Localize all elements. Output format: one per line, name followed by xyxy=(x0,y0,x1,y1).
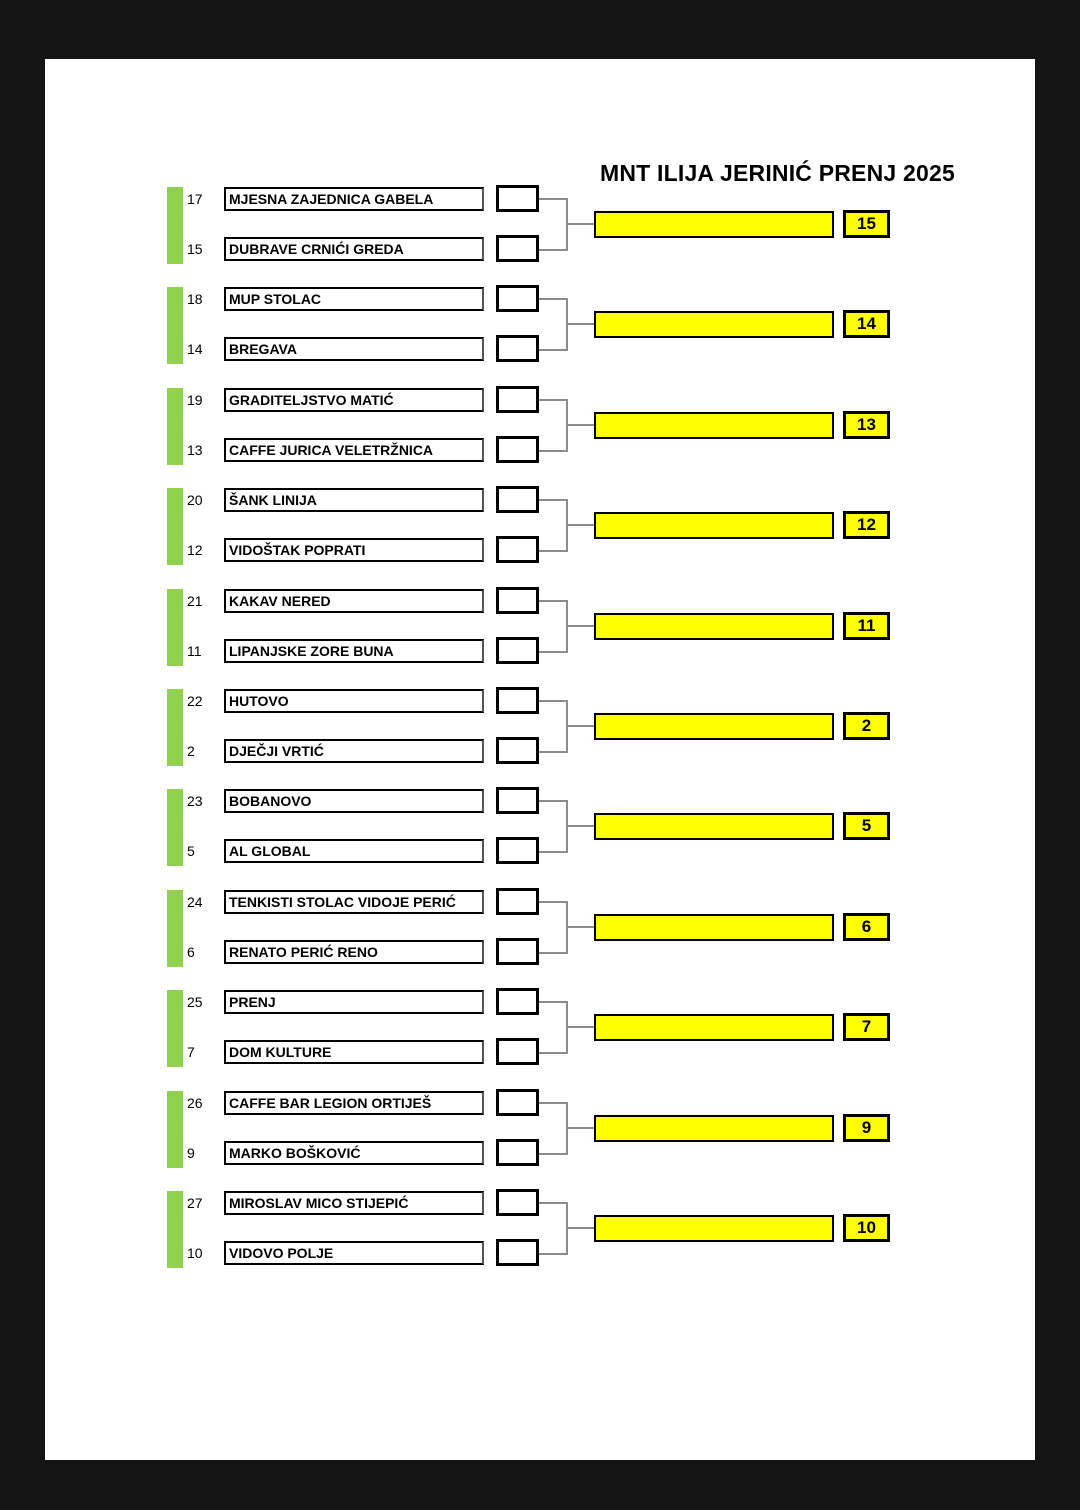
match xyxy=(0,689,1080,769)
seed-bar xyxy=(167,1191,183,1268)
top-score-box[interactable] xyxy=(496,285,539,312)
bottom-score-box[interactable] xyxy=(496,637,539,664)
winner-slot[interactable] xyxy=(594,813,834,840)
connector-top xyxy=(539,399,567,401)
bottom-score-box[interactable] xyxy=(496,436,539,463)
connector-mid xyxy=(566,825,594,827)
top-seed-number: 23 xyxy=(187,793,203,809)
top-team-name: GRADITELJSTVO MATIĆ xyxy=(224,388,484,412)
top-score-box[interactable] xyxy=(496,486,539,513)
bottom-seed-number: 12 xyxy=(187,542,203,558)
connector-top xyxy=(539,1202,567,1204)
top-team-name: TENKISTI STOLAC VIDOJE PERIĆ xyxy=(224,890,484,914)
top-team-name: MJESNA ZAJEDNICA GABELA xyxy=(224,187,484,211)
winner-seed-box: 2 xyxy=(843,712,890,740)
connector-bottom xyxy=(539,1153,567,1155)
connector-bottom xyxy=(539,550,567,552)
bottom-seed-number: 5 xyxy=(187,843,195,859)
bottom-score-box[interactable] xyxy=(496,235,539,262)
bottom-score-box[interactable] xyxy=(496,1239,539,1266)
connector-mid xyxy=(566,1127,594,1129)
match xyxy=(0,589,1080,669)
bottom-score-box[interactable] xyxy=(496,837,539,864)
bottom-team-name: MARKO BOŠKOVIĆ xyxy=(224,1141,484,1165)
winner-seed-box: 13 xyxy=(843,411,890,439)
connector-top xyxy=(539,198,567,200)
top-seed-number: 22 xyxy=(187,693,203,709)
winner-seed-box: 5 xyxy=(843,812,890,840)
winner-slot[interactable] xyxy=(594,311,834,338)
top-score-box[interactable] xyxy=(496,587,539,614)
match xyxy=(0,187,1080,267)
top-score-box[interactable] xyxy=(496,687,539,714)
seed-bar xyxy=(167,689,183,766)
match xyxy=(0,990,1080,1070)
top-score-box[interactable] xyxy=(496,888,539,915)
bottom-score-box[interactable] xyxy=(496,737,539,764)
top-team-name: KAKAV NERED xyxy=(224,589,484,613)
connector-mid xyxy=(566,926,594,928)
connector-bottom xyxy=(539,851,567,853)
bottom-seed-number: 15 xyxy=(187,241,203,257)
top-score-box[interactable] xyxy=(496,185,539,212)
winner-seed-box: 15 xyxy=(843,210,890,238)
bottom-team-name: DOM KULTURE xyxy=(224,1040,484,1064)
winner-slot[interactable] xyxy=(594,914,834,941)
winner-seed-box: 9 xyxy=(843,1114,890,1142)
top-score-box[interactable] xyxy=(496,386,539,413)
connector-top xyxy=(539,700,567,702)
winner-slot[interactable] xyxy=(594,1215,834,1242)
top-score-box[interactable] xyxy=(496,988,539,1015)
connector-bottom xyxy=(539,751,567,753)
connector-bottom xyxy=(539,651,567,653)
top-seed-number: 17 xyxy=(187,191,203,207)
match xyxy=(0,789,1080,869)
winner-slot[interactable] xyxy=(594,412,834,439)
connector-top xyxy=(539,901,567,903)
match xyxy=(0,488,1080,568)
bottom-team-name: LIPANJSKE ZORE BUNA xyxy=(224,639,484,663)
bottom-team-name: VIDOŠTAK POPRATI xyxy=(224,538,484,562)
connector-top xyxy=(539,800,567,802)
top-team-name: PRENJ xyxy=(224,990,484,1014)
top-score-box[interactable] xyxy=(496,787,539,814)
winner-slot[interactable] xyxy=(594,613,834,640)
winner-seed-box: 14 xyxy=(843,310,890,338)
winner-slot[interactable] xyxy=(594,713,834,740)
winner-seed-box: 12 xyxy=(843,511,890,539)
connector-mid xyxy=(566,524,594,526)
connector-bottom xyxy=(539,1253,567,1255)
connector-top xyxy=(539,1102,567,1104)
bottom-team-name: DUBRAVE CRNIĆI GREDA xyxy=(224,237,484,261)
connector-top xyxy=(539,600,567,602)
connector-top xyxy=(539,499,567,501)
match xyxy=(0,388,1080,468)
top-seed-number: 26 xyxy=(187,1095,203,1111)
connector-bottom xyxy=(539,450,567,452)
bottom-score-box[interactable] xyxy=(496,335,539,362)
bottom-score-box[interactable] xyxy=(496,938,539,965)
winner-slot[interactable] xyxy=(594,211,834,238)
connector-mid xyxy=(566,625,594,627)
bottom-team-name: BREGAVA xyxy=(224,337,484,361)
winner-slot[interactable] xyxy=(594,1115,834,1142)
connector-mid xyxy=(566,223,594,225)
winner-slot[interactable] xyxy=(594,1014,834,1041)
tournament-title: MNT ILIJA JERINIĆ PRENJ 2025 xyxy=(600,160,955,186)
seed-bar xyxy=(167,589,183,666)
top-score-box[interactable] xyxy=(496,1089,539,1116)
connector-mid xyxy=(566,1026,594,1028)
bottom-seed-number: 11 xyxy=(187,643,202,659)
bottom-team-name: DJEČJI VRTIĆ xyxy=(224,739,484,763)
bottom-seed-number: 10 xyxy=(187,1245,203,1261)
top-seed-number: 24 xyxy=(187,894,203,910)
top-team-name: CAFFE BAR LEGION ORTIJEŠ xyxy=(224,1091,484,1115)
bottom-score-box[interactable] xyxy=(496,1139,539,1166)
winner-seed-box: 11 xyxy=(843,612,890,640)
top-seed-number: 27 xyxy=(187,1195,203,1211)
top-team-name: ŠANK LINIJA xyxy=(224,488,484,512)
winner-slot[interactable] xyxy=(594,512,834,539)
connector-top xyxy=(539,298,567,300)
seed-bar xyxy=(167,789,183,866)
top-seed-number: 21 xyxy=(187,593,203,609)
top-team-name: MIROSLAV MICO STIJEPIĆ xyxy=(224,1191,484,1215)
bottom-team-name: RENATO PERIĆ RENO xyxy=(224,940,484,964)
connector-top xyxy=(539,1001,567,1003)
connector-bottom xyxy=(539,349,567,351)
bottom-seed-number: 14 xyxy=(187,341,203,357)
top-score-box[interactable] xyxy=(496,1189,539,1216)
seed-bar xyxy=(167,890,183,967)
bottom-team-name: VIDOVO POLJE xyxy=(224,1241,484,1265)
match xyxy=(0,287,1080,367)
seed-bar xyxy=(167,388,183,465)
seed-bar xyxy=(167,187,183,264)
seed-bar xyxy=(167,287,183,364)
bottom-score-box[interactable] xyxy=(496,536,539,563)
connector-bottom xyxy=(539,1052,567,1054)
top-team-name: HUTOVO xyxy=(224,689,484,713)
connector-mid xyxy=(566,424,594,426)
top-team-name: MUP STOLAC xyxy=(224,287,484,311)
bottom-seed-number: 9 xyxy=(187,1145,195,1161)
top-seed-number: 25 xyxy=(187,994,203,1010)
top-seed-number: 18 xyxy=(187,291,203,307)
bottom-team-name: AL GLOBAL xyxy=(224,839,484,863)
bottom-team-name: CAFFE JURICA VELETRŽNICA xyxy=(224,438,484,462)
match xyxy=(0,890,1080,970)
connector-mid xyxy=(566,725,594,727)
seed-bar xyxy=(167,488,183,565)
bottom-seed-number: 2 xyxy=(187,743,195,759)
winner-seed-box: 7 xyxy=(843,1013,890,1041)
bottom-seed-number: 13 xyxy=(187,442,203,458)
connector-mid xyxy=(566,323,594,325)
connector-mid xyxy=(566,1227,594,1229)
winner-seed-box: 10 xyxy=(843,1214,890,1242)
bottom-seed-number: 6 xyxy=(187,944,195,960)
seed-bar xyxy=(167,1091,183,1168)
match xyxy=(0,1091,1080,1171)
top-seed-number: 19 xyxy=(187,392,203,408)
top-seed-number: 20 xyxy=(187,492,203,508)
connector-bottom xyxy=(539,249,567,251)
seed-bar xyxy=(167,990,183,1067)
bottom-score-box[interactable] xyxy=(496,1038,539,1065)
top-team-name: BOBANOVO xyxy=(224,789,484,813)
connector-bottom xyxy=(539,952,567,954)
bottom-seed-number: 7 xyxy=(187,1044,195,1060)
match xyxy=(0,1191,1080,1271)
winner-seed-box: 6 xyxy=(843,913,890,941)
